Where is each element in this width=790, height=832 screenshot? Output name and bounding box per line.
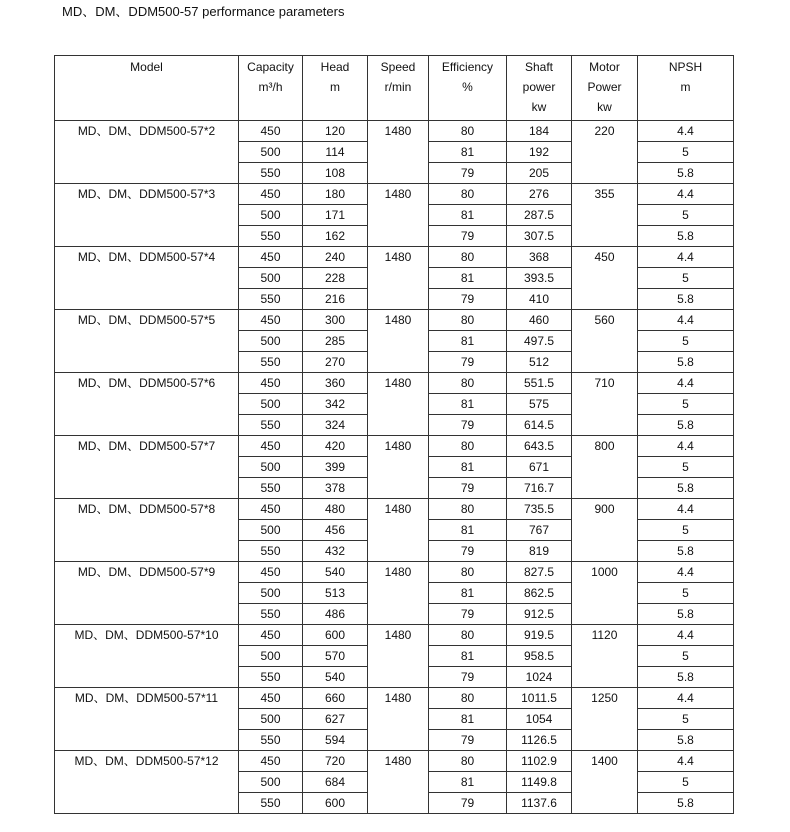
capacity-cell: 450	[239, 751, 303, 772]
header-shaft-power-line: Shaft	[524, 60, 554, 74]
header-npsh-line: m	[680, 80, 691, 94]
shaft-power-cell: 368	[507, 247, 572, 268]
capacity-cell: 550	[239, 541, 303, 562]
npsh-cell: 5	[638, 772, 734, 793]
capacity-cell: 550	[239, 415, 303, 436]
shaft-power-cell: 912.5	[507, 604, 572, 625]
head-cell: 240	[303, 247, 368, 268]
head-cell: 114	[303, 142, 368, 163]
shaft-power-cell: 497.5	[507, 331, 572, 352]
shaft-power-cell: 460	[507, 310, 572, 331]
header-efficiency	[429, 56, 507, 121]
efficiency-cell: 79	[429, 604, 507, 625]
npsh-cell: 5	[638, 583, 734, 604]
model-cell: MD、DM、DDM500-57*10	[55, 625, 239, 688]
npsh-cell: 5	[638, 142, 734, 163]
shaft-power-cell: 276	[507, 184, 572, 205]
capacity-cell: 500	[239, 583, 303, 604]
capacity-cell: 550	[239, 478, 303, 499]
capacity-cell: 450	[239, 688, 303, 709]
shaft-power-cell: 1126.5	[507, 730, 572, 751]
npsh-cell: 5	[638, 520, 734, 541]
capacity-cell: 500	[239, 646, 303, 667]
efficiency-cell: 80	[429, 373, 507, 394]
npsh-cell: 5.8	[638, 793, 734, 814]
speed-cell: 1480	[368, 625, 429, 688]
shaft-power-cell: 716.7	[507, 478, 572, 499]
capacity-cell: 550	[239, 163, 303, 184]
npsh-cell: 5	[638, 205, 734, 226]
capacity-cell: 550	[239, 289, 303, 310]
speed-cell: 1480	[368, 562, 429, 625]
head-cell: 324	[303, 415, 368, 436]
npsh-cell: 5.8	[638, 667, 734, 688]
npsh-cell: 5.8	[638, 289, 734, 310]
efficiency-cell: 80	[429, 751, 507, 772]
efficiency-cell: 81	[429, 709, 507, 730]
table-row	[55, 688, 734, 709]
efficiency-cell: 81	[429, 394, 507, 415]
speed-cell: 1480	[368, 310, 429, 373]
capacity-cell: 450	[239, 121, 303, 142]
npsh-cell: 5	[638, 457, 734, 478]
head-cell: 216	[303, 289, 368, 310]
efficiency-cell: 81	[429, 772, 507, 793]
npsh-cell: 5	[638, 331, 734, 352]
efficiency-cell: 81	[429, 142, 507, 163]
table-row	[55, 121, 734, 142]
head-cell: 720	[303, 751, 368, 772]
npsh-cell: 4.4	[638, 562, 734, 583]
efficiency-cell: 81	[429, 646, 507, 667]
efficiency-cell: 80	[429, 688, 507, 709]
capacity-cell: 500	[239, 142, 303, 163]
capacity-cell: 450	[239, 499, 303, 520]
npsh-cell: 5	[638, 268, 734, 289]
shaft-power-cell: 767	[507, 520, 572, 541]
motor-power-cell: 355	[572, 184, 638, 247]
efficiency-cell: 80	[429, 121, 507, 142]
header-efficiency-line: %	[462, 80, 473, 94]
motor-power-cell: 1120	[572, 625, 638, 688]
head-cell: 162	[303, 226, 368, 247]
shaft-power-cell: 512	[507, 352, 572, 373]
npsh-cell: 4.4	[638, 310, 734, 331]
efficiency-cell: 80	[429, 499, 507, 520]
speed-cell: 1480	[368, 373, 429, 436]
head-cell: 420	[303, 436, 368, 457]
efficiency-cell: 79	[429, 163, 507, 184]
head-cell: 594	[303, 730, 368, 751]
shaft-power-cell: 393.5	[507, 268, 572, 289]
npsh-cell: 5.8	[638, 730, 734, 751]
shaft-power-cell: 827.5	[507, 562, 572, 583]
header-motor-power-line: Motor	[589, 60, 620, 74]
efficiency-cell: 79	[429, 667, 507, 688]
table-body	[55, 121, 734, 814]
efficiency-cell: 79	[429, 289, 507, 310]
head-cell: 456	[303, 520, 368, 541]
efficiency-cell: 80	[429, 562, 507, 583]
capacity-cell: 550	[239, 226, 303, 247]
header-speed-line: r/min	[384, 80, 412, 94]
npsh-cell: 5.8	[638, 415, 734, 436]
head-cell: 360	[303, 373, 368, 394]
efficiency-cell: 79	[429, 415, 507, 436]
shaft-power-cell: 575	[507, 394, 572, 415]
npsh-cell: 5.8	[638, 541, 734, 562]
shaft-power-cell: 410	[507, 289, 572, 310]
capacity-cell: 450	[239, 562, 303, 583]
efficiency-cell: 80	[429, 625, 507, 646]
shaft-power-cell: 1054	[507, 709, 572, 730]
header-efficiency-line: Efficiency	[441, 60, 494, 74]
head-cell: 660	[303, 688, 368, 709]
capacity-cell: 500	[239, 205, 303, 226]
table-row	[55, 751, 734, 772]
npsh-cell: 5.8	[638, 226, 734, 247]
table-row	[55, 562, 734, 583]
model-cell: MD、DM、DDM500-57*8	[55, 499, 239, 562]
header-speed	[368, 56, 429, 121]
motor-power-cell: 220	[572, 121, 638, 184]
table-header	[55, 56, 734, 121]
npsh-cell: 4.4	[638, 436, 734, 457]
header-capacity-line: Capacity	[247, 60, 294, 74]
header-motor-power-line: kw	[597, 100, 612, 114]
header-row	[55, 56, 734, 121]
head-cell: 600	[303, 625, 368, 646]
capacity-cell: 550	[239, 667, 303, 688]
shaft-power-cell: 643.5	[507, 436, 572, 457]
capacity-cell: 550	[239, 352, 303, 373]
head-cell: 180	[303, 184, 368, 205]
table-row	[55, 373, 734, 394]
npsh-cell: 5	[638, 394, 734, 415]
npsh-cell: 5.8	[638, 163, 734, 184]
efficiency-cell: 81	[429, 268, 507, 289]
head-cell: 540	[303, 562, 368, 583]
motor-power-cell: 1250	[572, 688, 638, 751]
efficiency-cell: 79	[429, 352, 507, 373]
head-cell: 600	[303, 793, 368, 814]
model-cell: MD、DM、DDM500-57*2	[55, 121, 239, 184]
head-cell: 540	[303, 667, 368, 688]
model-cell: MD、DM、DDM500-57*5	[55, 310, 239, 373]
capacity-cell: 450	[239, 184, 303, 205]
speed-cell: 1480	[368, 184, 429, 247]
efficiency-cell: 81	[429, 205, 507, 226]
capacity-cell: 500	[239, 394, 303, 415]
header-model	[55, 56, 239, 121]
header-shaft-power-line: power	[522, 80, 556, 94]
capacity-cell: 450	[239, 247, 303, 268]
npsh-cell: 4.4	[638, 121, 734, 142]
shaft-power-cell: 671	[507, 457, 572, 478]
performance-table	[54, 55, 734, 814]
efficiency-cell: 80	[429, 310, 507, 331]
motor-power-cell: 560	[572, 310, 638, 373]
header-npsh-line: NPSH	[668, 60, 703, 74]
head-cell: 486	[303, 604, 368, 625]
npsh-cell: 4.4	[638, 373, 734, 394]
shaft-power-cell: 1024	[507, 667, 572, 688]
header-head-line: m	[330, 80, 340, 94]
shaft-power-cell: 958.5	[507, 646, 572, 667]
motor-power-cell: 800	[572, 436, 638, 499]
head-cell: 108	[303, 163, 368, 184]
header-shaft-power	[507, 56, 572, 121]
npsh-cell: 5.8	[638, 604, 734, 625]
efficiency-cell: 79	[429, 793, 507, 814]
npsh-cell: 5.8	[638, 352, 734, 373]
npsh-cell: 4.4	[638, 247, 734, 268]
model-cell: MD、DM、DDM500-57*7	[55, 436, 239, 499]
motor-power-cell: 710	[572, 373, 638, 436]
npsh-cell: 5	[638, 646, 734, 667]
efficiency-cell: 81	[429, 331, 507, 352]
model-cell: MD、DM、DDM500-57*3	[55, 184, 239, 247]
efficiency-cell: 79	[429, 226, 507, 247]
shaft-power-cell: 735.5	[507, 499, 572, 520]
npsh-cell: 4.4	[638, 184, 734, 205]
capacity-cell: 550	[239, 730, 303, 751]
efficiency-cell: 79	[429, 478, 507, 499]
header-shaft-power-line: kw	[531, 100, 547, 114]
shaft-power-cell: 1149.8	[507, 772, 572, 793]
model-cell: MD、DM、DDM500-57*11	[55, 688, 239, 751]
shaft-power-cell: 819	[507, 541, 572, 562]
head-cell: 513	[303, 583, 368, 604]
npsh-cell: 4.4	[638, 625, 734, 646]
capacity-cell: 450	[239, 373, 303, 394]
efficiency-cell: 81	[429, 520, 507, 541]
npsh-cell: 5.8	[638, 478, 734, 499]
head-cell: 342	[303, 394, 368, 415]
efficiency-cell: 79	[429, 730, 507, 751]
npsh-cell: 4.4	[638, 688, 734, 709]
head-cell: 378	[303, 478, 368, 499]
shaft-power-cell: 184	[507, 121, 572, 142]
shaft-power-cell: 862.5	[507, 583, 572, 604]
speed-cell: 1480	[368, 247, 429, 310]
head-cell: 300	[303, 310, 368, 331]
speed-cell: 1480	[368, 436, 429, 499]
capacity-cell: 500	[239, 520, 303, 541]
efficiency-cell: 79	[429, 541, 507, 562]
header-motor-power-line: Power	[587, 80, 622, 94]
head-cell: 627	[303, 709, 368, 730]
header-capacity	[239, 56, 303, 121]
model-cell: MD、DM、DDM500-57*4	[55, 247, 239, 310]
head-cell: 270	[303, 352, 368, 373]
npsh-cell: 5	[638, 709, 734, 730]
efficiency-cell: 80	[429, 184, 507, 205]
speed-cell: 1480	[368, 688, 429, 751]
capacity-cell: 450	[239, 625, 303, 646]
shaft-power-cell: 205	[507, 163, 572, 184]
shaft-power-cell: 551.5	[507, 373, 572, 394]
table-row	[55, 184, 734, 205]
header-head	[303, 56, 368, 121]
table-row	[55, 436, 734, 457]
model-cell: MD、DM、DDM500-57*12	[55, 751, 239, 814]
head-cell: 228	[303, 268, 368, 289]
motor-power-cell: 450	[572, 247, 638, 310]
head-cell: 171	[303, 205, 368, 226]
head-cell: 399	[303, 457, 368, 478]
capacity-cell: 450	[239, 436, 303, 457]
motor-power-cell: 1000	[572, 562, 638, 625]
shaft-power-cell: 307.5	[507, 226, 572, 247]
npsh-cell: 4.4	[638, 499, 734, 520]
speed-cell: 1480	[368, 121, 429, 184]
head-cell: 285	[303, 331, 368, 352]
header-head-line: Head	[320, 60, 350, 74]
motor-power-cell: 900	[572, 499, 638, 562]
head-cell: 480	[303, 499, 368, 520]
head-cell: 570	[303, 646, 368, 667]
efficiency-cell: 80	[429, 436, 507, 457]
capacity-cell: 500	[239, 268, 303, 289]
shaft-power-cell: 287.5	[507, 205, 572, 226]
table-row	[55, 310, 734, 331]
shaft-power-cell: 192	[507, 142, 572, 163]
capacity-cell: 550	[239, 604, 303, 625]
header-motor-power	[572, 56, 638, 121]
shaft-power-cell: 919.5	[507, 625, 572, 646]
shaft-power-cell: 1102.9	[507, 751, 572, 772]
motor-power-cell: 1400	[572, 751, 638, 814]
capacity-cell: 500	[239, 457, 303, 478]
shaft-power-cell: 614.5	[507, 415, 572, 436]
page-title: MD、DM、DDM500-57 performance parameters	[62, 4, 345, 19]
header-capacity-line: m³/h	[258, 80, 283, 94]
header-speed-line: Speed	[380, 60, 416, 74]
head-cell: 120	[303, 121, 368, 142]
table-row	[55, 247, 734, 268]
model-cell: MD、DM、DDM500-57*6	[55, 373, 239, 436]
efficiency-cell: 80	[429, 247, 507, 268]
capacity-cell: 550	[239, 793, 303, 814]
table-row	[55, 499, 734, 520]
capacity-cell: 450	[239, 310, 303, 331]
capacity-cell: 500	[239, 709, 303, 730]
speed-cell: 1480	[368, 499, 429, 562]
efficiency-cell: 81	[429, 583, 507, 604]
head-cell: 684	[303, 772, 368, 793]
shaft-power-cell: 1137.6	[507, 793, 572, 814]
table-row	[55, 625, 734, 646]
header-model-line: Model	[130, 60, 163, 74]
model-cell: MD、DM、DDM500-57*9	[55, 562, 239, 625]
head-cell: 432	[303, 541, 368, 562]
npsh-cell: 4.4	[638, 751, 734, 772]
capacity-cell: 500	[239, 331, 303, 352]
efficiency-cell: 81	[429, 457, 507, 478]
speed-cell: 1480	[368, 751, 429, 814]
header-npsh	[638, 56, 734, 121]
capacity-cell: 500	[239, 772, 303, 793]
shaft-power-cell: 1011.5	[507, 688, 572, 709]
